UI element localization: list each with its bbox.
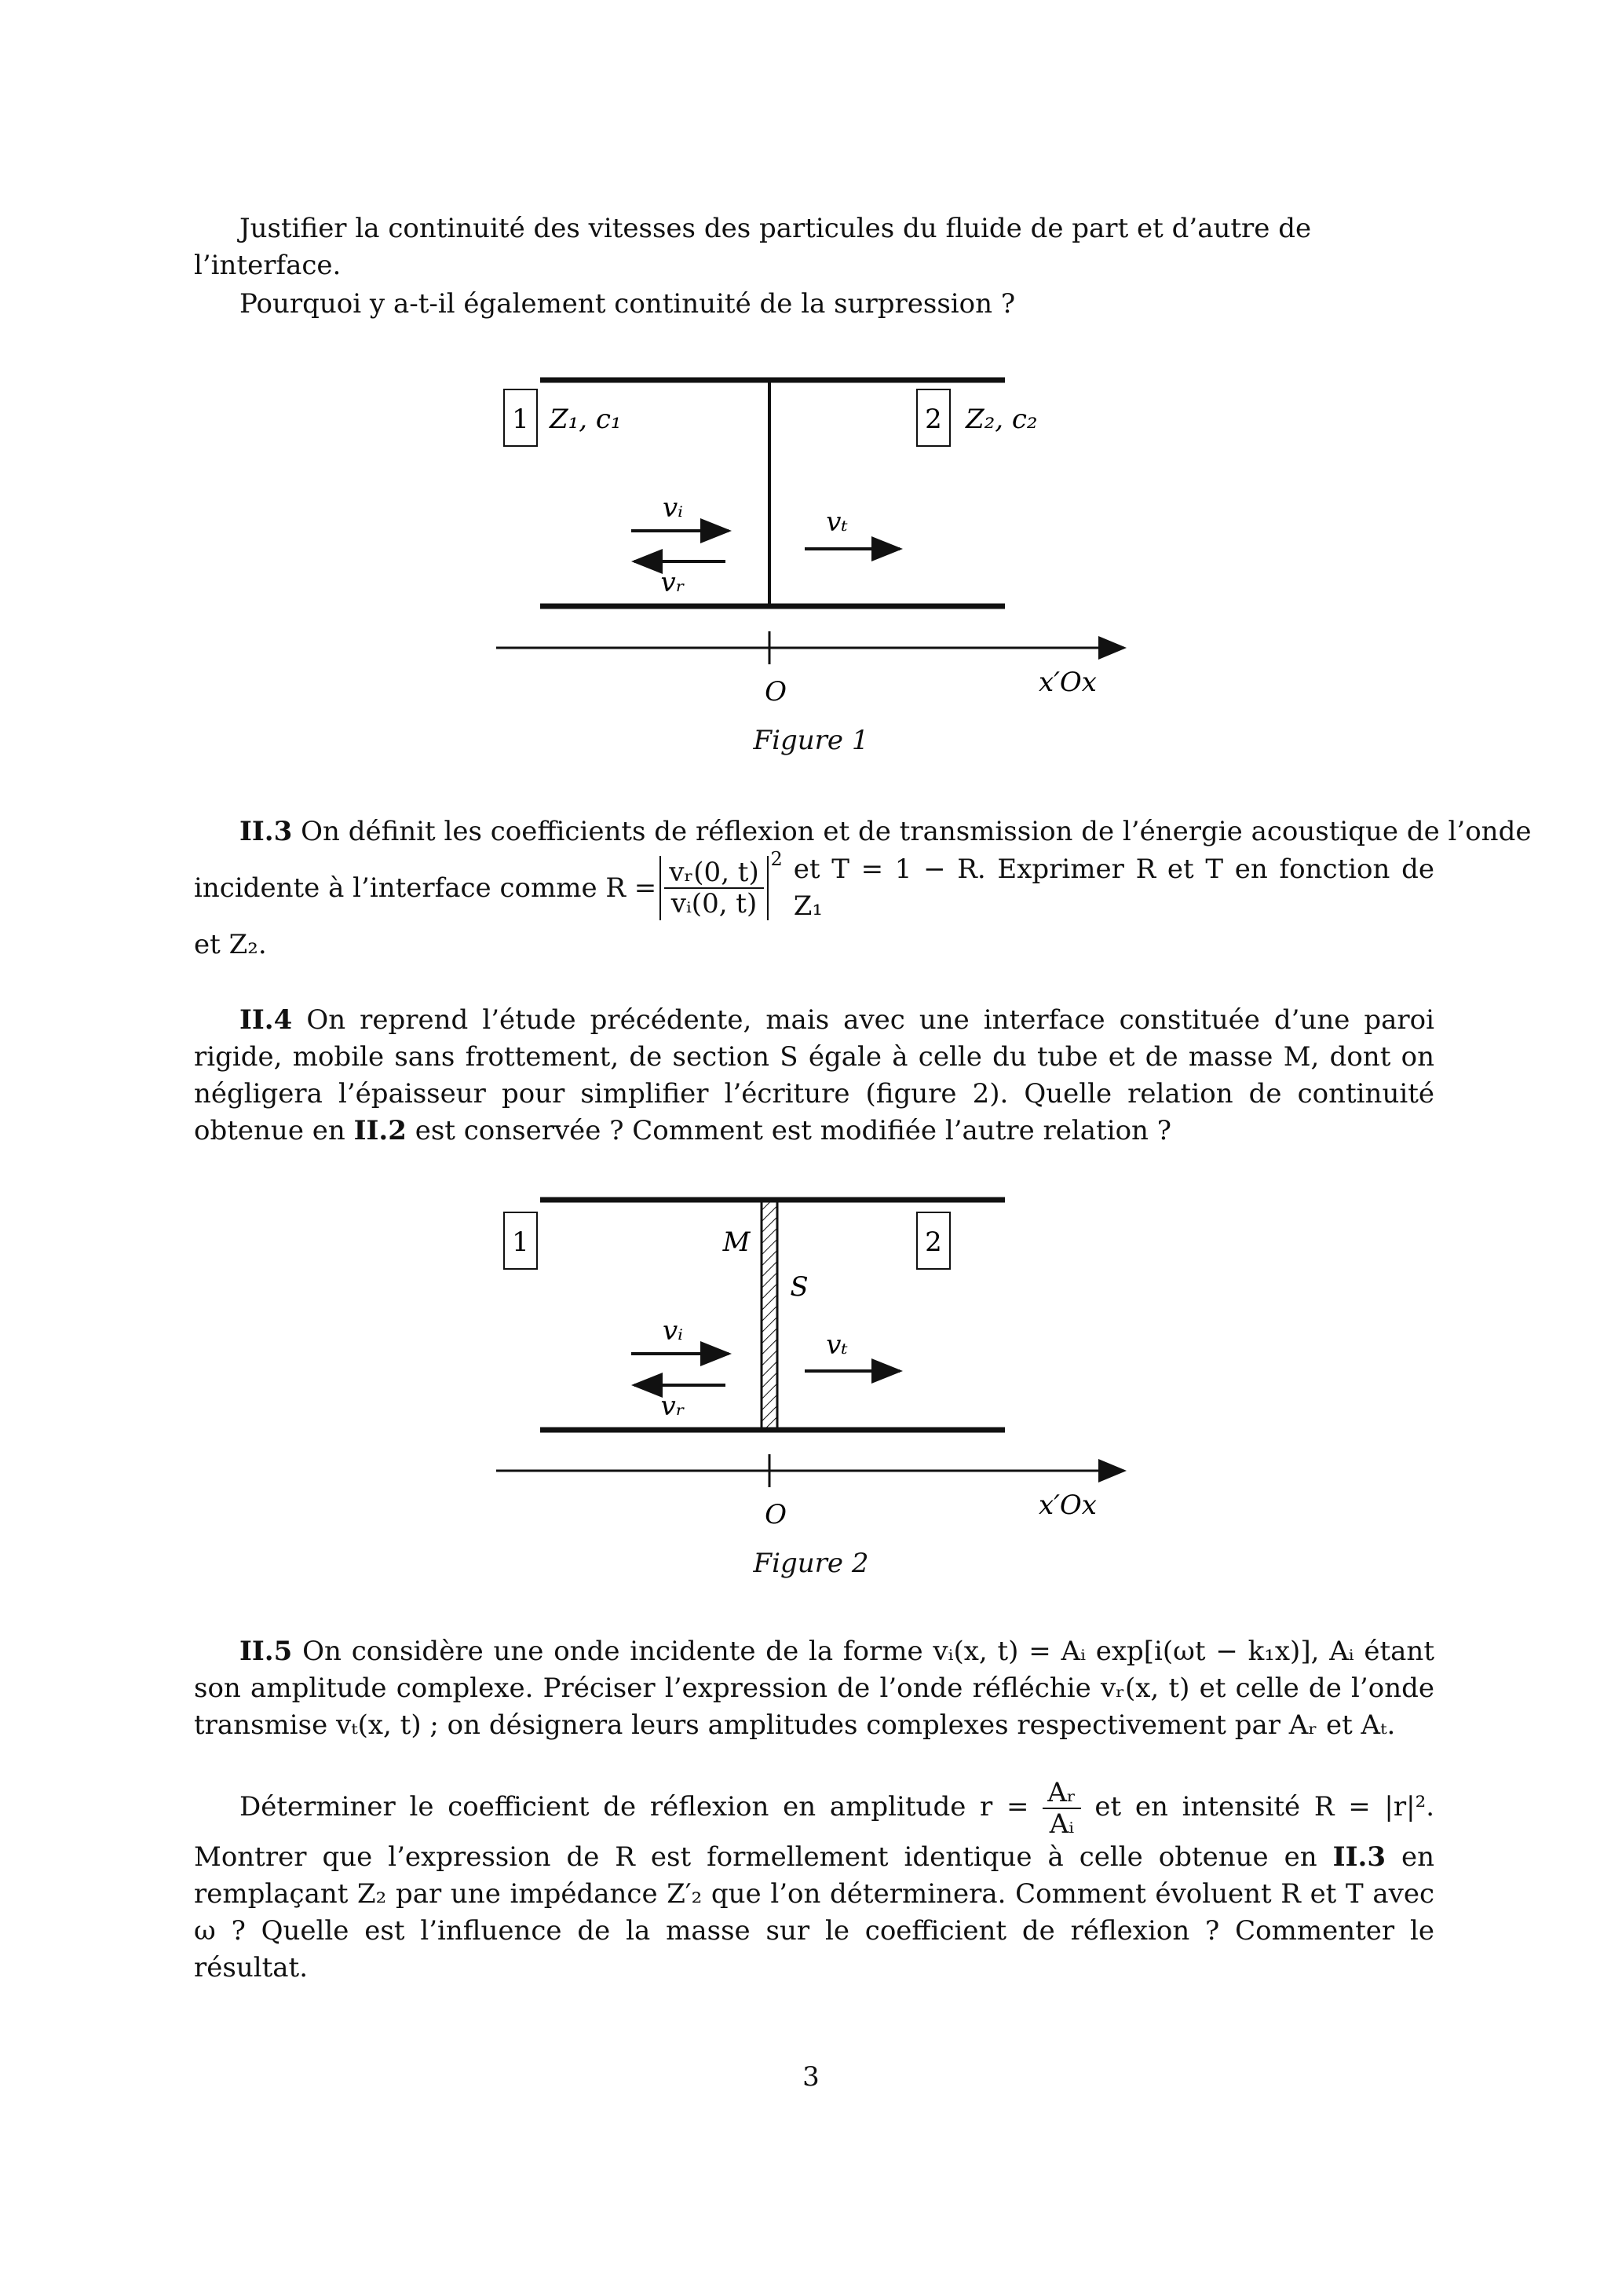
section-text: On considère une onde incidente de la forme vᵢ(x, t) = Aᵢ exp[i(ωt − k₁x)], Aᵢ étant son amplitude complexe. Préciser l’expression de l’onde réfléchie vᵣ(x, t) et celle de l’onde transmise vₜ(x, t) ; on désignera leurs amplitudes complexes respectivement par Aᵣ et Aₜ.	[194, 1636, 1434, 1741]
section-II-5	[194, 1633, 1434, 1744]
formula-lead: incidente à l’interface comme R =	[194, 872, 657, 904]
origin-label: O	[765, 1499, 787, 1530]
reflected-velocity-label: vᵣ	[660, 567, 685, 598]
fraction-denominator: vᵢ(0, t)	[670, 888, 758, 919]
transmitted-velocity-label: vₜ	[826, 506, 848, 538]
section-number: II.4	[239, 1004, 293, 1036]
axis-label: x′Ox	[1039, 667, 1097, 698]
section-text-b: est conservée ? Comment est modifiée l’autre relation ?	[415, 1115, 1171, 1146]
page-number: 3	[802, 2061, 820, 2093]
amplitude-fraction	[1043, 1778, 1080, 1839]
fraction-numerator: Aᵣ	[1043, 1778, 1080, 1809]
figure-1	[0, 0, 1622, 795]
fraction-numerator: vᵣ(0, t)	[664, 857, 763, 889]
figure-2-diagram	[0, 817, 1622, 1602]
incident-velocity-label: vᵢ	[662, 492, 684, 524]
figure-1-diagram	[0, 0, 1622, 785]
text-p1: Justifier la continuité des vitesses des particules du fluide de part et d’autre de l’interface.	[194, 213, 1312, 281]
section-number: II.5	[239, 1636, 293, 1667]
section-text: On définit les coefficients de réflexion et de transmission de l’énergie acoustique de l’onde	[301, 816, 1532, 847]
transmitted-velocity-label: vₜ	[826, 1329, 848, 1361]
text-c: en remplaçant Z₂ par une impédance Z′₂ que l’on déterminera. Comment évoluent R et T avec ω ? Quelle est l’influence de la masse sur le coefficient de réflexion ? Commenter le résultat.	[194, 1841, 1434, 1983]
text-p2: Pourquoi y a-t-il également continuité de la surpression ?	[239, 288, 1016, 320]
section-text-a: On reprend l’étude précédente, mais avec une interface constituée d’une paroi rigide, mobile sans frottement, de section S égale à celle du tube et de masse M, dont on négligera l’épaisseur pour simplifier l’écriture (figure 2). Quelle relation de continuité obtenue en	[194, 1004, 1434, 1146]
fraction-denominator: Aᵢ	[1049, 1808, 1075, 1840]
section-number: II.3	[239, 816, 293, 847]
medium-1-label: 1	[512, 404, 529, 435]
figure-2-caption: Figure 2	[753, 1548, 869, 1579]
medium-1-label: 1	[512, 1227, 529, 1258]
section-end: et Z₂.	[194, 929, 267, 960]
reflected-velocity-label: vᵣ	[660, 1391, 685, 1422]
exponent: 2	[770, 848, 783, 870]
incident-velocity-label: vᵢ	[662, 1315, 684, 1347]
medium-2-label: 2	[925, 404, 942, 435]
text-b: et en intensité R = |r|². Montrer que l’expression de R est formellement identique à celle obtenue en	[194, 1791, 1435, 1873]
mass-label: M	[722, 1227, 751, 1258]
figure-1-caption: Figure 1	[753, 725, 869, 756]
formula-tail: et T = 1 − R. Exprimer R et T en fonction de Z₁	[793, 854, 1434, 922]
section-label: S	[790, 1271, 809, 1303]
rigid-wall	[762, 1201, 777, 1429]
section-ref: II.3	[1332, 1841, 1386, 1873]
medium-2-label: 2	[925, 1227, 942, 1258]
figure-2	[0, 817, 1622, 1612]
axis-label: x′Ox	[1039, 1490, 1097, 1521]
text-a: Déterminer le coefficient de réflexion en amplitude r =	[239, 1791, 1029, 1823]
paragraph-reflection-coefficient	[194, 1778, 1434, 1987]
medium-2-props: Z₂, c₂	[966, 404, 1038, 435]
origin-label: O	[765, 676, 787, 707]
section-ref: II.2	[353, 1115, 407, 1146]
medium-1-props: Z₁, c₁	[550, 404, 622, 435]
